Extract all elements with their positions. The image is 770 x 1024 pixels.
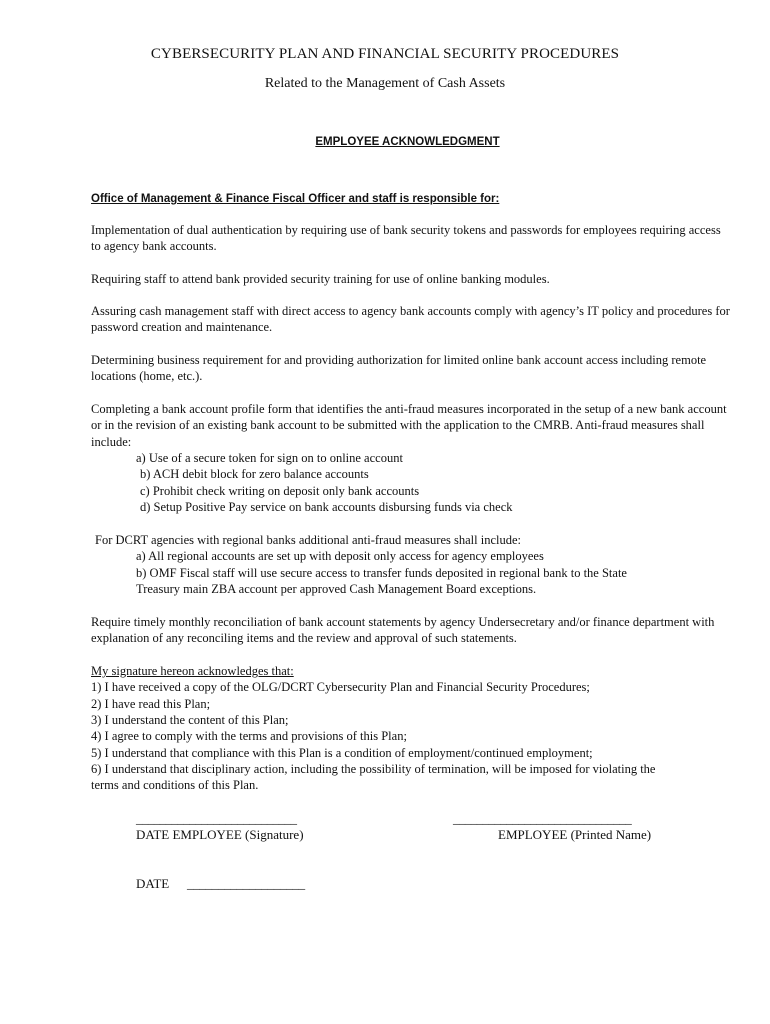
document-subtitle: Related to the Management of Cash Assets [264,76,506,91]
paragraph-it-policy: Assuring cash management staff with direct access to agency bank accounts comply with agency’s IT policy and procedures for password creation and maintenance. [91,304,730,335]
paragraph-account-profile: Completing a bank account profile form that identifies the anti-fraud measures incorporated in the setup of a new bank account or in the revision of an existing bank account to be submitted with the application to the CMRB. Anti-fraud measures shall include: [91,402,727,449]
acknowledgment-item: terms and conditions of this Plan. [91,778,259,792]
acknowledgment-item: 5) I understand that compliance with this Plan is a condition of employment/continued employment; [91,746,593,760]
paragraph-reconciliation: Require timely monthly reconciliation of bank account statements by agency Undersecretary and/or finance department with explanation of any reconciling items and the review and approval of such statements. [91,615,715,646]
acknowledgment-item: 3) I understand the content of this Plan; [91,713,289,727]
acknowledgment-item: 4) I agree to comply with the terms and provisions of this Plan; [91,729,407,743]
paragraph-authorization: Determining business requirement for and providing authorization for limited online bank account access including remote locations (home, etc.). [91,353,707,384]
antifraud-item: a) Use of a secure token for sign on to online account [136,451,403,465]
signature-line: ___________________________ [136,812,297,826]
dcrt-item: b) OMF Fiscal staff will use secure access to transfer funds deposited in regional bank to the State [136,566,627,580]
signature-heading: My signature hereon acknowledges that: [91,664,294,678]
dcrt-item: a) All regional accounts are set up with deposit only access for agency employees [136,549,544,563]
acknowledgment-item: 2) I have read this Plan; [91,697,211,711]
antifraud-item: d) Setup Positive Pay service on bank accounts disbursing funds via check [140,500,513,514]
antifraud-item: c) Prohibit check writing on deposit only bank accounts [140,484,420,498]
paragraph-security-training: Requiring staff to attend bank provided security training for use of online banking modules. [91,272,550,286]
printed-name-line: ______________________________ [453,812,632,826]
dcrt-intro: For DCRT agencies with regional banks additional anti-fraud measures shall include: [95,533,521,547]
printed-name-label: EMPLOYEE (Printed Name) [498,827,652,842]
acknowledgment-heading: EMPLOYEE ACKNOWLEDGMENT [315,136,500,148]
date-label: DATE [136,876,170,891]
date-line: ___________________ [187,876,305,891]
document-title: CYBERSECURITY PLAN AND FINANCIAL SECURITY PROCEDURES [150,46,620,62]
office-responsibility-heading: Office of Management & Finance Fiscal Officer and staff is responsible for: [91,193,500,205]
antifraud-item: b) ACH debit block for zero balance accounts [140,467,369,481]
acknowledgment-item: 6) I understand that disciplinary action, including the possibility of termination, will be imposed for violating the [91,762,656,776]
signature-label: DATE EMPLOYEE (Signature) [136,827,304,842]
acknowledgment-item: 1) I have received a copy of the OLG/DCRT Cybersecurity Plan and Financial Security Procedures; [91,680,590,694]
paragraph-dual-authentication: Implementation of dual authentication by requiring use of bank security tokens and passwords for employees requiring access to agency bank accounts. [91,223,721,254]
dcrt-item: Treasury main ZBA account per approved Cash Management Board exceptions. [136,582,537,596]
